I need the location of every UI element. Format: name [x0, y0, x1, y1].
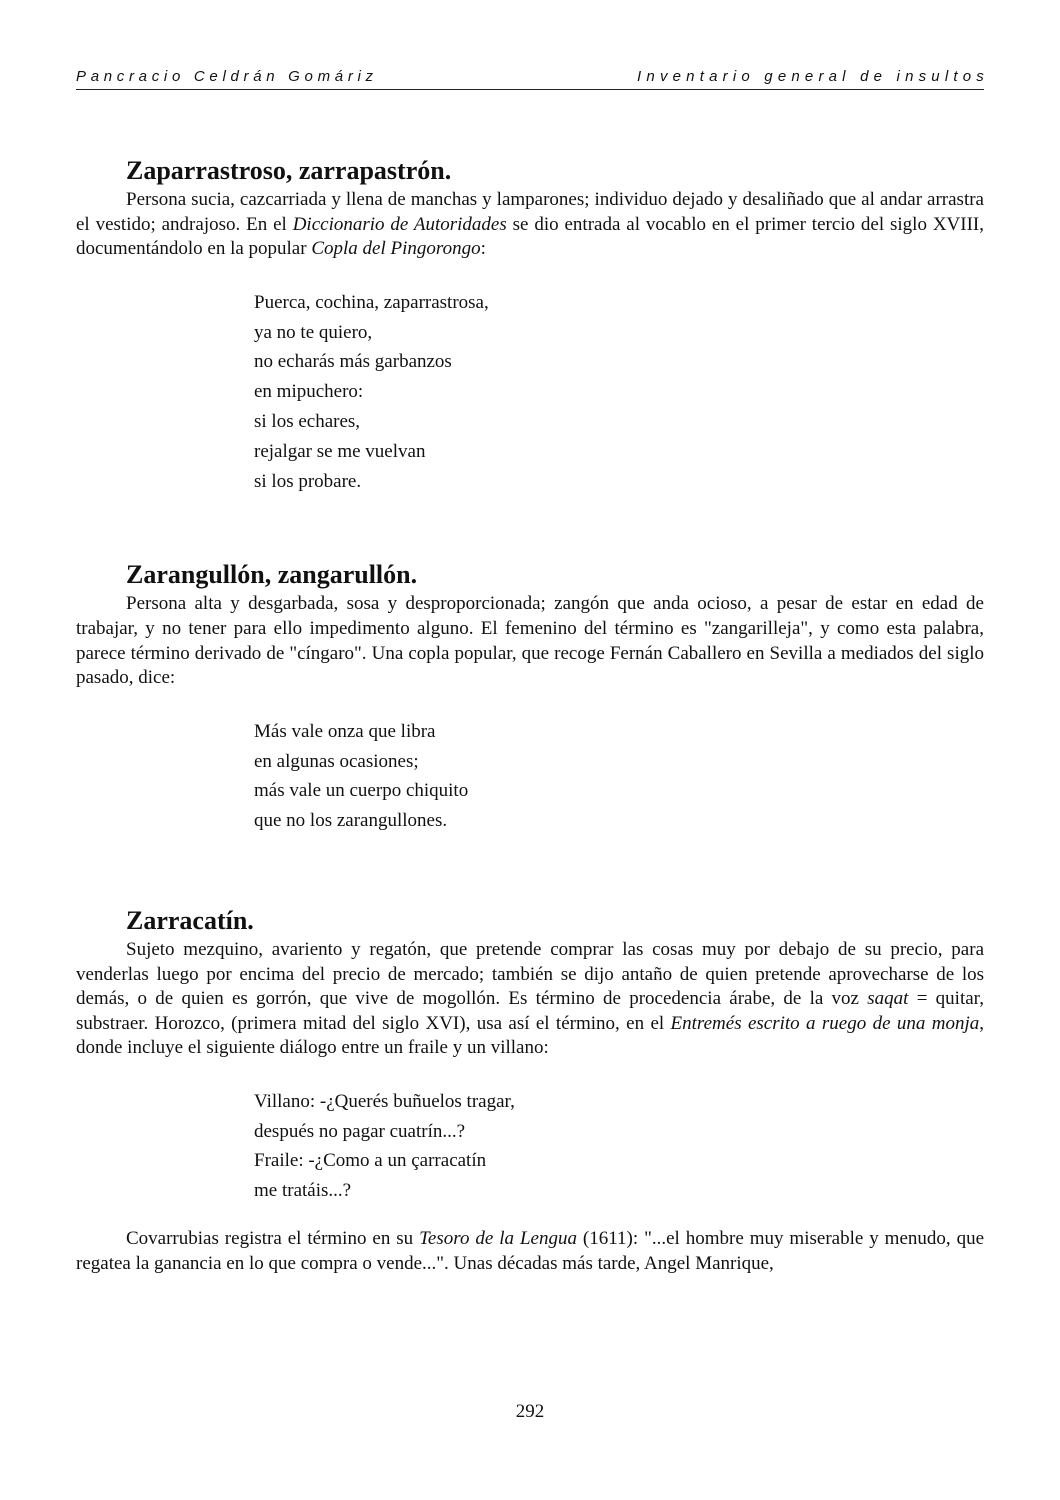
verse-line: Más vale onza que libra [254, 720, 436, 742]
entry-zaparrastroso [76, 154, 984, 496]
italic-term: saqat [867, 988, 909, 1010]
verse-line: me tratáis...? [254, 1180, 352, 1202]
verse-line: en mipuchero: [254, 381, 364, 403]
italic-title: Tesoro de la Lengua [419, 1228, 577, 1250]
entry-paragraph: Sujeto mezquino, avariento y regatón, que pretende comprar las cosas muy por debajo de su precio, para venderlas luego por encima del precio de mercado; también se dijo antaño de quien pretende aprovecharse de los demás, o de quien es gorrón, que vive de mogollón. Es término de procedencia árabe, de la voz saqat = quitar, substraer. Horozco, (primera mitad del siglo XVI), usa así el término, en el Entremés escrito a ruego de una monja, donde incluye el siguiente diálogo entre un fraile y un villano: [76, 938, 984, 1059]
entry-paragraph: Persona sucia, cazcarriada y llena de manchas y lamparones; individuo dejado y desaliñado que al andar arrastra el vestido; andrajoso. En el Diccionario de Autoridades se dio entrada al vocablo en el primer tercio del siglo XVIII, documentándolo en la popular Copla del Pingorongo: [76, 189, 985, 260]
verse-line: rejalgar se me vuelvan [254, 440, 426, 462]
verse-line: si los probare. [254, 470, 362, 492]
page-content [76, 154, 984, 1276]
entry-paragraph-continued: Covarrubias registra el término en su Tesoro de la Lengua (1611): "...el hombre muy miserable y menudo, que regatea la ganancia en lo que compra o vende...". Unas décadas más tarde, Angel Manrique, [76, 1228, 984, 1274]
header-book-title: Inventario general de insultos [637, 68, 989, 85]
verse-line: si los echares, [254, 410, 361, 432]
verse-line: no echarás más garbanzos [254, 351, 452, 373]
header-author: Pancracio Celdrán Gomáriz [76, 68, 378, 85]
verse-line: después no pagar cuatrín...? [254, 1120, 466, 1142]
italic-title: Copla del Pingorongo [311, 238, 481, 260]
italic-title: Diccionario de Autoridades [292, 213, 507, 235]
verse-quote [76, 1087, 984, 1206]
verse-line: Puerca, cochina, zaparrastrosa, [254, 291, 489, 313]
verse-quote [76, 288, 984, 497]
entry-headword: Zarracatín. [126, 905, 254, 935]
italic-title: Entremés escrito a ruego de una monja [670, 1012, 980, 1034]
verse-line: Villano: -¿Querés buñuelos tragar, [254, 1090, 515, 1112]
entry-headword: Zaparrastroso, zarrapastrón. [126, 156, 452, 185]
spacer [76, 836, 984, 904]
spacer [76, 1206, 984, 1227]
verse-line: que no los zarangullones. [254, 810, 448, 832]
verse-line: más vale un cuerpo chiquito [254, 780, 469, 802]
running-header [76, 68, 989, 90]
verse-line: ya no te quiero, [254, 321, 373, 343]
entry-paragraph: Persona alta y desgarbada, sosa y desproporcionada; zangón que anda ocioso, a pesar de estar en edad de trabajar, y no tener para ello impedimento alguno. El femenino del término es "zangarilleja", y como esta palabra, parece término derivado de "cíngaro". Una copla popular, que recoge Fernán Caballero en Sevilla a mediados del siglo pasado, dice: [76, 593, 984, 689]
entry-zarangullon [76, 558, 984, 836]
spacer [76, 496, 984, 558]
page-number: 292 [515, 1401, 545, 1422]
verse-line: Fraile: -¿Como a un çarracatín [254, 1150, 487, 1172]
entry-zarracatin [76, 904, 984, 1276]
verse-quote [76, 717, 984, 836]
verse-line: en algunas ocasiones; [254, 750, 419, 772]
entry-headword: Zarangullón, zangarullón. [126, 560, 418, 590]
